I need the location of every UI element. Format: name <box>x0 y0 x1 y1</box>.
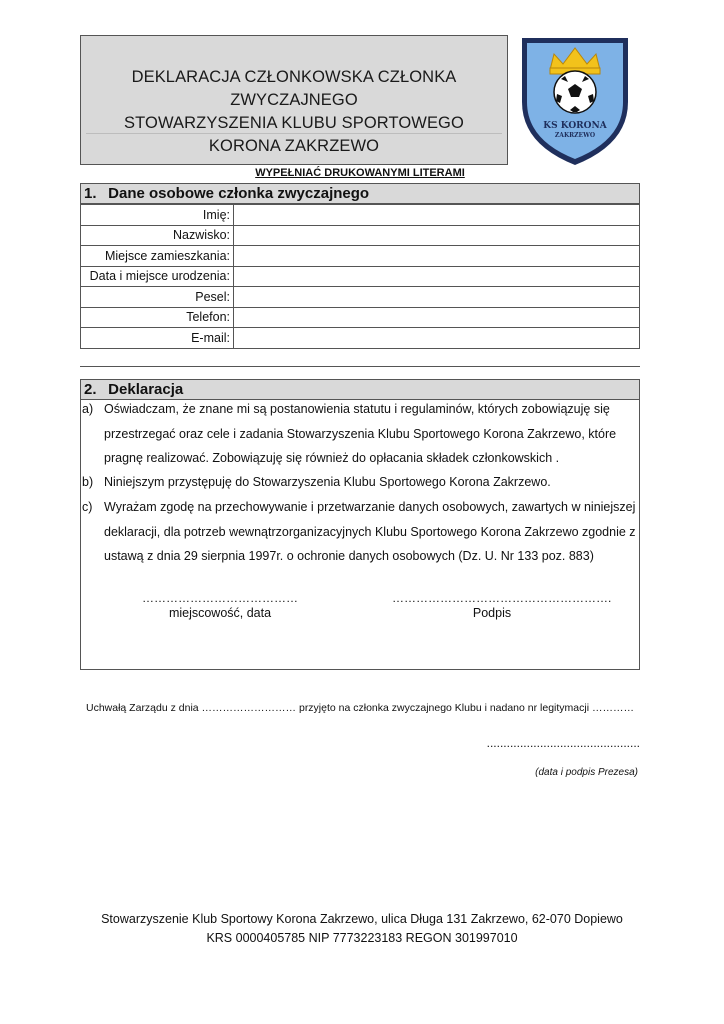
field-label: Telefon: <box>81 307 234 328</box>
phone-field[interactable] <box>234 307 640 328</box>
field-label: Data i miejsce urodzenia: <box>81 266 234 287</box>
item-letter: b) <box>82 475 94 489</box>
residence-field[interactable] <box>234 246 640 267</box>
signature-line[interactable]: ………………………………………………. <box>392 591 612 605</box>
email-field[interactable] <box>234 328 640 349</box>
field-label: Miejsce zamieszkania: <box>81 246 234 267</box>
table-row <box>81 246 640 267</box>
table-row <box>81 225 640 246</box>
president-signature-line[interactable]: .............................................. <box>486 736 640 750</box>
declaration-item-c <box>82 495 638 569</box>
table-row <box>81 307 640 328</box>
section-1-number: 1. <box>84 185 97 202</box>
football-icon <box>554 71 596 113</box>
footer-address: Stowarzyszenie Klub Sportowy Korona Zakrzewo, ulica Długa 131 Zakrzewo, 62-070 Dopiewo <box>101 912 623 926</box>
item-line: Wyrażam zgodę na przechowywanie i przetwarzanie danych osobowych, zawartych w niniejszej <box>104 500 636 514</box>
section-2-number: 2. <box>84 381 97 398</box>
title-line-2: STOWARZYSZENIA KLUBU SPORTOWEGO <box>124 114 464 132</box>
place-date-line[interactable]: ………………………………… <box>142 591 298 605</box>
last-name-field[interactable] <box>234 225 640 246</box>
field-label: E-mail: <box>81 328 234 349</box>
section-2-title: Deklaracja <box>108 381 184 398</box>
board-resolution-text: Uchwałą Zarządu z dnia ……………………… przyjęto na członka zwyczajnego Klubu i nadano nr legitymacji ………… <box>86 702 634 714</box>
logo-text-line1: KS KORONA <box>543 121 607 131</box>
field-label: Imię: <box>81 205 234 226</box>
item-line: Niniejszym przystępuję do Stowarzyszenia Klubu Sportowego Korona Zakrzewo. <box>104 475 551 489</box>
signature-label: Podpis <box>472 606 512 620</box>
title-line-1: DEKLARACJA CZŁONKOWSKA CZŁONKA ZWYCZAJNEGO <box>131 68 457 109</box>
item-line: deklaracji, dla potrzeb wewnątrzorganizacyjnych Klubu Sportowego Korona Zakrzewo zgodnie z <box>104 524 636 539</box>
field-label: Pesel: <box>81 287 234 308</box>
president-signature-label: (data i podpis Prezesa) <box>535 767 638 778</box>
item-line: Oświadczam, że znane mi są postanowienia statutu i regulaminów, których zobowiązuję się <box>104 402 610 416</box>
declaration-item-b <box>82 470 638 495</box>
section-1-header <box>80 183 640 204</box>
declaration-item-a <box>82 397 638 471</box>
item-line: pragnę realizować. Zobowiązuję się również do opłacania składek członkowskich . <box>104 451 560 465</box>
table-row <box>81 266 640 287</box>
item-letter: a) <box>82 402 94 416</box>
section-divider <box>80 366 640 367</box>
personal-data-table <box>80 204 640 349</box>
club-logo <box>516 32 634 168</box>
birth-date-place-field[interactable] <box>234 266 640 287</box>
header-divider <box>86 133 502 134</box>
table-row <box>81 287 640 308</box>
table-row <box>81 205 640 226</box>
fill-instruction: WYPEŁNIAĆ DRUKOWANYMI LITERAMI <box>255 167 465 179</box>
document-title <box>82 66 506 158</box>
logo-text-line2: ZAKRZEWO <box>554 132 596 139</box>
first-name-field[interactable] <box>234 205 640 226</box>
section-1-title: Dane osobowe członka zwyczajnego <box>108 185 370 202</box>
pesel-field[interactable] <box>234 287 640 308</box>
item-line: przestrzegać oraz cele i zadania Stowarzyszenia Klubu Sportowego Korona Zakrzewo, które <box>104 426 617 441</box>
item-letter: c) <box>82 500 93 514</box>
title-line-3: KORONA ZAKRZEWO <box>208 137 380 155</box>
table-row <box>81 328 640 349</box>
field-label: Nazwisko: <box>81 225 234 246</box>
item-line: ustawą z dnia 29 sierpnia 1997r. o ochronie danych osobowych (Dz. U. Nr 133 poz. 883) <box>104 549 594 563</box>
place-date-label: miejscowość, data <box>168 606 272 620</box>
footer-registry: KRS 0000405785 NIP 7773223183 REGON 301997010 <box>206 931 518 945</box>
